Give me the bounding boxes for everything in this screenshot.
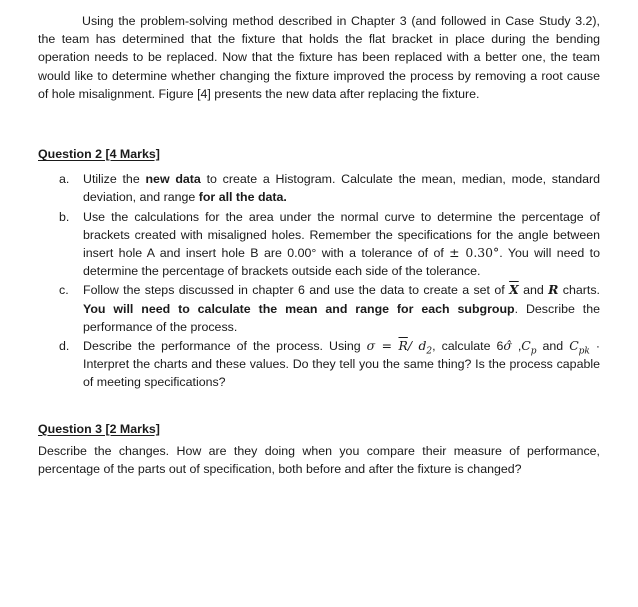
document-page: [38, 12, 600, 478]
list-marker: c.: [59, 283, 69, 298]
question-3-heading: Question 3 [2 Marks]: [38, 421, 160, 436]
cpk-symbol: C: [569, 338, 579, 354]
bold-text: You will need to calculate the mean and range for each subgroup: [83, 301, 515, 316]
x-bar-symbol: $\overline{X}$: [509, 282, 519, 298]
bold-text: for all the data.: [198, 190, 287, 205]
text: . You will need to determine the percentage of brackets outside each side of the tolerance.: [83, 246, 600, 279]
question-2-list: [38, 170, 600, 391]
text: charts.: [558, 283, 600, 298]
question-2-heading: Question 2 [4 Marks]: [38, 147, 160, 162]
subscript: p: [530, 346, 537, 357]
list-marker: d.: [59, 339, 70, 354]
question-2d: [59, 337, 601, 392]
subscript: pk: [578, 346, 590, 357]
question-2a: [59, 170, 600, 206]
list-marker: b.: [59, 209, 70, 224]
question-2c: [59, 281, 600, 336]
subscript: 2: [426, 346, 433, 357]
text: , calculate 6: [432, 339, 504, 354]
text: Follow the steps discussed in chapter 6 and use the data to create a set of: [83, 283, 510, 298]
cp-symbol: C: [521, 338, 531, 354]
question-2b: [59, 208, 600, 281]
text: ,: [511, 339, 522, 354]
text: Interpret the charts and these values. Do they tell you the same thing? Is the process capable of meeting specifications?: [83, 357, 600, 390]
question-3-body: Describe the changes. How are they doing when you compare their measure of performance, percentage of the parts out of specification, both before and after the fixture is changed?: [38, 443, 600, 477]
text: Use the calculations for the area under the normal curve to determine the percentage of brackets created with misaligned holes. Remember the specifications for the angle between insert hole A and insert hole B are 0.00° with a tolerance of of: [83, 209, 600, 261]
bold-text: new data: [145, 172, 201, 187]
tolerance-value: ± 0.30°: [449, 245, 500, 261]
text: Describe the performance of the process. Using: [83, 339, 367, 354]
sigma-hat-symbol: σ̂: [503, 338, 512, 354]
intro-paragraph: Using the problem-solving method described in Chapter 3 (and followed in Case Study 3.2), the team has determined that the fixture that holds the flat bracket in place during the bending operation needs to be replaced. Now that the fixture has been replaced with a better one, the team would like to determine whether changing the fixture improved the process by removing a root cause of hole misalignment. Figure [4] presents the new data after replacing the fixture.: [38, 14, 600, 101]
text: and: [536, 339, 570, 354]
sigma-formula: σ =: [366, 338, 399, 354]
text: Utilize the: [83, 172, 146, 187]
text: . Describe the performance of the process.: [83, 301, 600, 334]
r-bar-symbol: $\overline{R}$: [398, 338, 408, 354]
text: ·: [589, 339, 601, 354]
text: and: [518, 283, 549, 298]
r-symbol: R: [548, 282, 559, 298]
list-marker: a.: [59, 172, 70, 187]
text: to create a Histogram. Calculate the mean, median, mode, standard deviation, and range: [83, 172, 600, 205]
d2-symbol: / d: [407, 338, 427, 354]
